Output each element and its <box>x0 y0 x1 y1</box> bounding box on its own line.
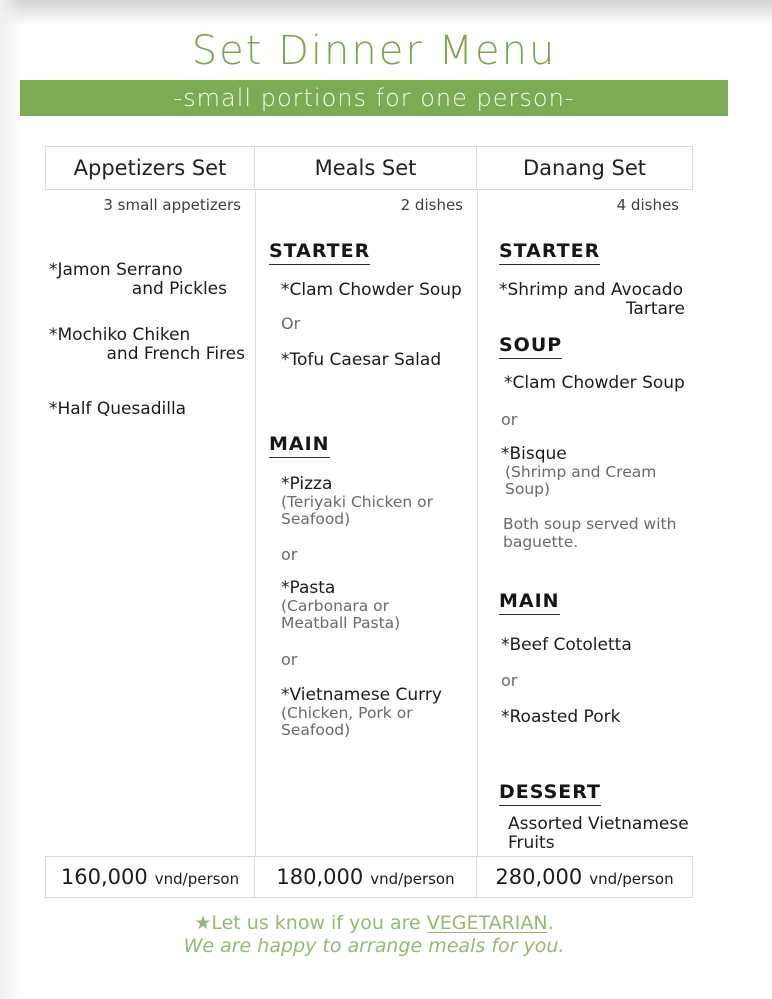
section-heading-label: MAIN <box>499 590 560 615</box>
menu-item-name: *Vietnamese Curry <box>281 685 442 705</box>
menu-item <box>478 708 693 727</box>
top-shadow-edge <box>0 0 772 26</box>
section-heading <box>478 334 693 359</box>
footer-text-before: Let us know if you are <box>211 912 427 934</box>
page-title: Set Dinner Menu <box>191 28 557 74</box>
menu-item <box>478 281 693 319</box>
item-note-line: baguette. <box>503 533 579 551</box>
column-sublabel-meals: 2 dishes <box>255 190 477 218</box>
menu-item <box>478 374 693 393</box>
left-shadow-edge <box>0 0 22 999</box>
menu-item <box>256 686 477 739</box>
column-sublabel-danang: 4 dishes <box>477 190 693 218</box>
column-header-danang-set: Danang Set <box>477 146 693 190</box>
section-heading-label: DESSERT <box>499 781 601 806</box>
subtitle-banner: -small portions for one person- <box>20 80 728 116</box>
price-unit: vnd/person <box>589 870 674 888</box>
menu-item-continuation: and Pickles <box>131 279 227 299</box>
menu-item-name: *Pasta <box>281 578 336 598</box>
footer-note <box>20 912 728 958</box>
menu-item-name: *Clam Chowder Soup <box>281 280 462 300</box>
danang-set-body <box>477 218 693 856</box>
menu-item-name: *Shrimp and Avocado <box>499 280 683 300</box>
menu-item <box>45 261 255 299</box>
section-heading-label: SOUP <box>499 334 562 359</box>
menu-item-name: *Roasted Pork <box>501 707 621 727</box>
price-amount: 280,000 <box>495 865 583 889</box>
section-heading <box>256 433 477 458</box>
or-separator: or <box>501 410 518 429</box>
column-sublabel-appetizers: 3 small appetizers <box>103 196 241 214</box>
menu-item-name: *Jamon Serrano <box>49 260 183 280</box>
vegetarian-note-line2: We are happy to arrange meals for you. <box>183 935 565 957</box>
menu-item <box>256 351 477 370</box>
menu-item-name: *Pizza <box>281 474 333 494</box>
menu-item-detail: Seafood) <box>281 721 351 739</box>
or-separator: or <box>281 650 298 669</box>
or-separator: or <box>501 671 518 690</box>
menu-item-name: Assorted Vietnamese <box>508 814 689 834</box>
menu-item-continuation: and French Fires <box>106 344 245 364</box>
menu-item-detail: (Teriyaki Chicken or <box>281 493 434 511</box>
menu-item <box>256 579 477 632</box>
menu-table <box>45 146 693 898</box>
footer-text-period: . <box>547 912 554 934</box>
menu-item-name: *Half Quesadilla <box>49 399 187 419</box>
menu-item <box>45 326 255 364</box>
section-heading <box>478 590 693 615</box>
menu-item-detail: Seafood) <box>281 510 351 528</box>
menu-item-continuation: Tartare <box>625 299 685 319</box>
vegetarian-note-line1 <box>20 912 728 935</box>
menu-item <box>256 475 477 528</box>
column-header-appetizers-set: Appetizers Set <box>45 146 255 190</box>
vegetarian-underlined-word: VEGETARIAN <box>426 912 548 934</box>
menu-item-name: *Tofu Caesar Salad <box>281 350 442 370</box>
meals-set-body <box>255 218 477 856</box>
item-note <box>478 515 693 551</box>
section-heading-label: STARTER <box>499 240 600 265</box>
price-amount: 160,000 <box>60 865 148 889</box>
price-unit: vnd/person <box>154 870 240 888</box>
price-amount: 180,000 <box>276 865 364 889</box>
menu-item-detail: (Chicken, Pork or <box>281 704 413 722</box>
price-meals-set <box>255 856 477 898</box>
or-separator: or <box>281 545 298 564</box>
menu-item <box>256 281 477 300</box>
menu-item-detail: Meatball Pasta) <box>281 614 401 632</box>
section-heading <box>478 781 693 806</box>
menu-item <box>45 400 255 419</box>
section-heading-label: STARTER <box>269 240 370 265</box>
or-separator: Or <box>281 314 301 333</box>
menu-item-name: *Beef Cotoletta <box>501 635 632 655</box>
menu-item-detail: (Shrimp and Cream Soup) <box>505 463 657 498</box>
menu-item-name: *Clam Chowder Soup <box>504 373 685 393</box>
menu-item <box>478 636 693 655</box>
item-note-line: Both soup served with <box>503 515 677 533</box>
menu-item-name: *Bisque <box>501 444 567 464</box>
price-appetizers-set <box>45 856 255 898</box>
menu-item <box>478 815 693 853</box>
price-unit: vnd/person <box>370 870 455 888</box>
menu-item-name: *Mochiko Chiken <box>49 325 191 345</box>
section-heading-label: MAIN <box>269 433 330 458</box>
menu-item <box>478 445 693 498</box>
menu-item-name-line2: Fruits <box>508 833 555 853</box>
section-heading <box>256 240 477 265</box>
column-header-meals-set: Meals Set <box>255 146 477 190</box>
star-icon: ★ <box>194 912 212 934</box>
appetizers-set-body <box>45 218 255 856</box>
price-danang-set <box>477 856 693 898</box>
section-heading <box>478 240 693 265</box>
menu-item-detail: (Carbonara or <box>281 597 390 615</box>
